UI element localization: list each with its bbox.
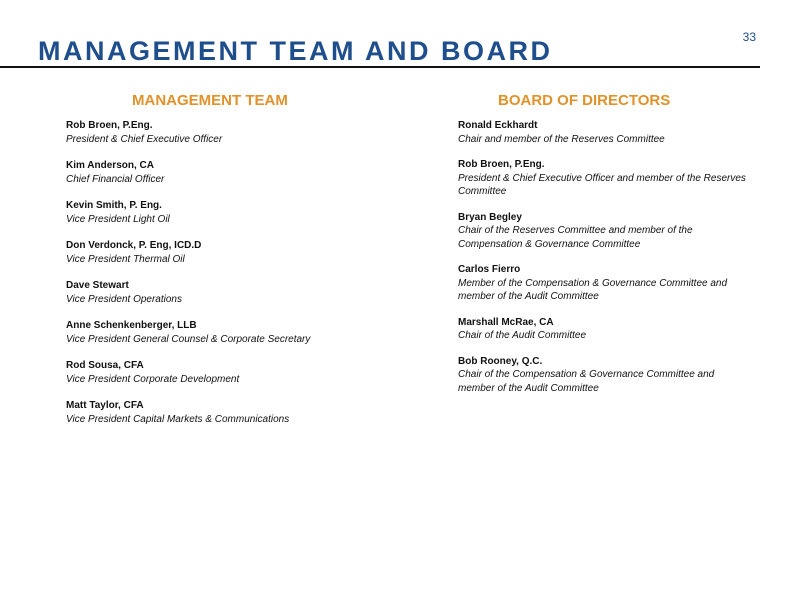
person-role: Vice President Capital Markets & Communications <box>66 413 290 425</box>
person-role: Chief Financial Officer <box>66 173 165 185</box>
person-name: Bryan Begley <box>458 211 522 223</box>
person-name: Don Verdonck, P. Eng, ICD.D <box>66 240 202 251</box>
board-of-directors-column <box>458 92 748 407</box>
management-member <box>66 159 366 186</box>
board-member <box>458 355 748 396</box>
person-name: Carlos Fierro <box>458 264 521 275</box>
management-member <box>66 359 366 386</box>
management-team-heading: MANAGEMENT TEAM <box>132 92 288 109</box>
board-member <box>458 263 748 304</box>
person-role: Vice President General Counsel & Corporate Secretary <box>66 333 311 345</box>
person-name: Rob Broen, P.Eng. <box>66 120 153 131</box>
person-name: Rod Sousa, CFA <box>66 360 144 371</box>
management-member <box>66 239 366 266</box>
person-name: Marshall McRae, CA <box>458 316 554 328</box>
person-name: Matt Taylor, CFA <box>66 400 144 411</box>
board-member <box>458 119 748 146</box>
management-member <box>66 119 366 146</box>
title-divider <box>0 66 760 68</box>
person-name: Dave Stewart <box>66 280 129 291</box>
board-member <box>458 158 748 199</box>
person-name: Anne Schenkenberger, LLB <box>66 320 197 331</box>
person-role: President & Chief Executive Officer and member of the Reserves Committee <box>458 172 746 197</box>
person-name: Bob Rooney, Q.C. <box>458 355 543 367</box>
person-role: Chair and member of the Reserves Committee <box>458 133 665 145</box>
person-role: President & Chief Executive Officer <box>66 133 223 145</box>
board-of-directors-heading: BOARD OF DIRECTORS <box>498 92 671 109</box>
page-number: 33 <box>742 30 756 44</box>
person-role: Vice President Thermal Oil <box>66 253 185 265</box>
person-role: Vice President Corporate Development <box>66 373 240 385</box>
person-role: Vice President Operations <box>66 293 182 305</box>
board-member <box>458 211 748 252</box>
management-member <box>66 279 366 306</box>
board-member <box>458 316 748 343</box>
management-team-column <box>66 92 366 439</box>
management-member <box>66 199 366 226</box>
person-role: Vice President Light Oil <box>66 213 170 225</box>
page-title: MANAGEMENT TEAM AND BOARD <box>38 36 553 66</box>
person-role: Chair of the Compensation & Governance Committee and member of the Audit Committee <box>458 369 715 394</box>
person-name: Rob Broen, P.Eng. <box>458 159 545 170</box>
management-member <box>66 399 366 426</box>
management-member <box>66 319 366 346</box>
person-role: Member of the Compensation & Governance Committee and member of the Audit Committee <box>458 277 728 302</box>
person-name: Kim Anderson, CA <box>66 160 154 171</box>
person-name: Ronald Eckhardt <box>458 120 538 131</box>
person-name: Kevin Smith, P. Eng. <box>66 200 162 211</box>
person-role: Chair of the Audit Committee <box>458 330 587 341</box>
person-role: Chair of the Reserves Committee and member of the Compensation & Governance Committee <box>458 225 693 250</box>
